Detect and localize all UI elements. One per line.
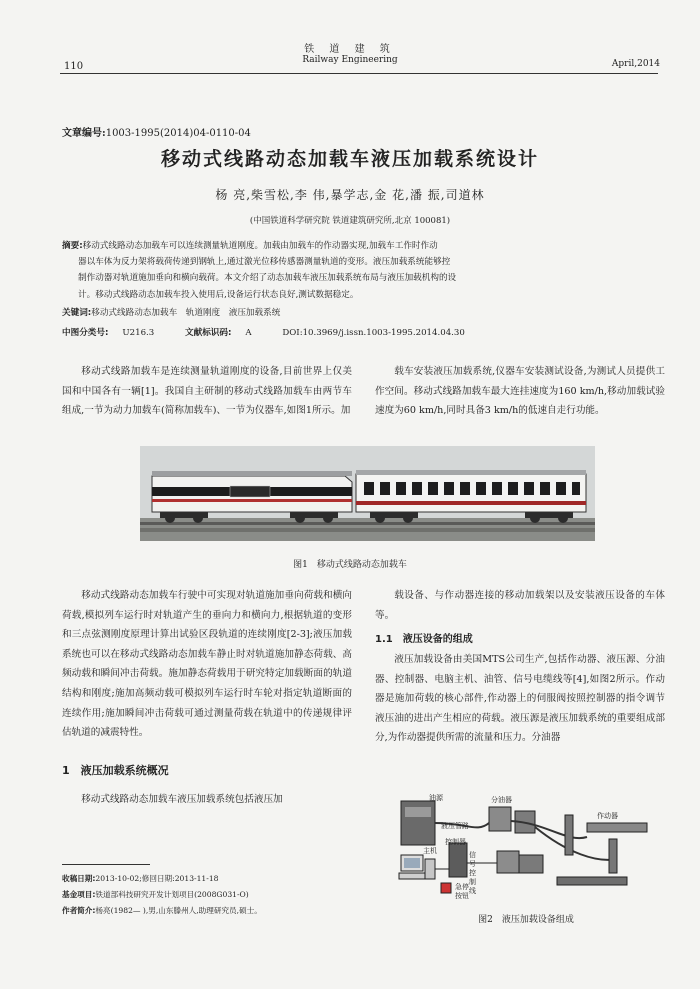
keywords xyxy=(62,306,634,318)
footnote-fund xyxy=(62,889,249,900)
abstract-line: 制作动器对轨道施加垂向和横向载荷。本文介绍了动态加载车液压加载系统布局与液压加载机构的设 xyxy=(78,273,457,284)
label-actuator: 作动器 xyxy=(597,812,618,820)
footnote-dates xyxy=(62,873,218,884)
label-pipe: 液压管路 xyxy=(441,822,469,830)
fund-label: 基金项目: xyxy=(62,890,96,899)
abstract-label: 摘要: xyxy=(62,241,83,251)
abstract-line: 计。移动式线路动态加载车投入使用后,设备运行状态良好,测试数据稳定。 xyxy=(78,289,359,300)
label-signal-line: 信号控制线 xyxy=(469,851,476,895)
abstract-line: 摘要:移动式线路动态加载车可以连续测量轨道刚度。加载由加载车的作动器实现,加载车工作时作动 xyxy=(62,241,438,251)
doc-code-label: 文献标识码: xyxy=(185,328,232,338)
page-number: 110 xyxy=(64,61,84,72)
class-label: 中图分类号: xyxy=(62,328,109,338)
author-bio-value: 杨亮(1982— ),男,山东滕州人,助理研究员,硕士。 xyxy=(95,906,262,915)
author-bio-label: 作者简介: xyxy=(62,906,96,915)
intro-left-paragraph: 移动式线路加载车是连续测量轨道刚度的设备,目前世界上仅美国和中国各有一辆[1]。我国自主研制的移动式线路加载车由两节车组成,一节为动力加载车(简称加载车)、一节为仪器车,如图1所示。加 xyxy=(62,366,352,417)
abstract xyxy=(62,238,634,303)
body-left-paragraph: 移动式线路动态加载车行驶中可实现对轨道施加垂向荷载和横向荷载,模拟列车运行时对轨道产生的垂向力和横向力,根据轨道的变形和三点弦测刚度原理计算出试验区段轨道的连续刚度[2-3];液压加载系统也可以在移动式线路动态加载车静止时对轨道施加静态荷载、高频动载和瞬间冲击荷载。施加静态荷载用于研究特定加载断面的轨道结构和刚度;施加高频动载可模拟列车运行时车轮对指定轨道断面的连续作用;施加瞬间冲击荷载可通过测量荷载在轨道中的传递规律评估轨道的减震特性。 xyxy=(62,590,352,739)
figure-2-equipment-image xyxy=(397,793,655,905)
footnote-rule xyxy=(62,864,150,865)
dates-value: 2013-10-02;修回日期:2013-11-18 xyxy=(95,874,219,883)
label-oil-source: 油源 xyxy=(429,794,443,802)
class-number: U216.3 xyxy=(122,328,155,338)
doc-code: A xyxy=(245,328,252,338)
doi: DOI:10.3969/j.issn.1003-1995.2014.04.30 xyxy=(282,328,465,338)
dates-label: 收稿日期: xyxy=(62,874,96,883)
figure-1-train-image xyxy=(140,446,595,541)
header-rule xyxy=(60,73,658,74)
abstract-line: 器以车体为反力架将载荷传递到钢轨上,通过激光位移传感器测量轨道的变形。液压加载系统能够控 xyxy=(78,257,451,268)
label-host: 主机 xyxy=(423,847,437,855)
article-number-label: 文章编号: xyxy=(62,128,106,139)
train-illustration xyxy=(140,446,595,541)
label-estop: 急停按钮 xyxy=(455,883,469,900)
section-1-heading: 1 液压加载系统概况 xyxy=(62,764,169,777)
author-list: 杨 亮,柴雪松,李 伟,暴学志,金 花,潘 振,司道林 xyxy=(215,188,485,202)
label-splitter: 分油器 xyxy=(491,796,512,804)
keywords-label: 关键词: xyxy=(62,308,92,318)
body-right-paragraph: 载设备、与作动器连接的移动加载架以及安装液压设备的车体等。 xyxy=(375,590,665,621)
footnote-author xyxy=(62,905,262,916)
intro-right-paragraph: 载车安装液压加载系统,仪器车安装测试设备,为测试人员提供工作空间。移动式线路加载车最大连挂速度为160 km/h,移动加载试验速度为60 km/h,同时具备3 km/h的低速自走行功能。 xyxy=(375,366,665,417)
issue-date: April,2014 xyxy=(611,59,660,69)
affiliation: (中国铁道科学研究院 铁道建筑研究所,北京 100081) xyxy=(249,216,451,226)
label-controller: 控制器 xyxy=(445,838,466,846)
subsection-paragraph: 液压加载设备由美国MTS公司生产,包括作动器、液压源、分油器、控制器、电脑主机、油管、信号电缆线等[4],如图2所示。作动器是施加荷载的核心部件,作动器上的伺服阀按照控制器的指令调节液压油的进出产生相应的荷载。液压源是液压加载系统的重要组成部分,为作动器提供所需的流量和压力。分油器 xyxy=(375,654,665,744)
figure-1-caption: 图1 移动式线路动态加载车 xyxy=(293,560,407,570)
article-number xyxy=(62,124,251,139)
fund-value: 铁道部科技研究开发计划项目(2008G031-O) xyxy=(95,890,249,899)
section-1-paragraph: 移动式线路动态加载车液压加载系统包括液压加 xyxy=(81,794,283,805)
figure-2-caption: 图2 液压加载设备组成 xyxy=(478,915,574,925)
classification xyxy=(62,326,634,338)
journal-name-cn: 铁 道 建 筑 xyxy=(304,44,396,55)
keywords-value: 移动式线路动态加载车 轨道刚度 液压加载系统 xyxy=(91,308,281,318)
article-number-value: 1003-1995(2014)04-0110-04 xyxy=(105,128,251,139)
journal-name-en: Railway Engineering xyxy=(302,55,398,65)
paper-title: 移动式线路动态加载车液压加载系统设计 xyxy=(160,148,539,170)
subsection-1-1-heading: 1.1 液压设备的组成 xyxy=(375,634,473,645)
